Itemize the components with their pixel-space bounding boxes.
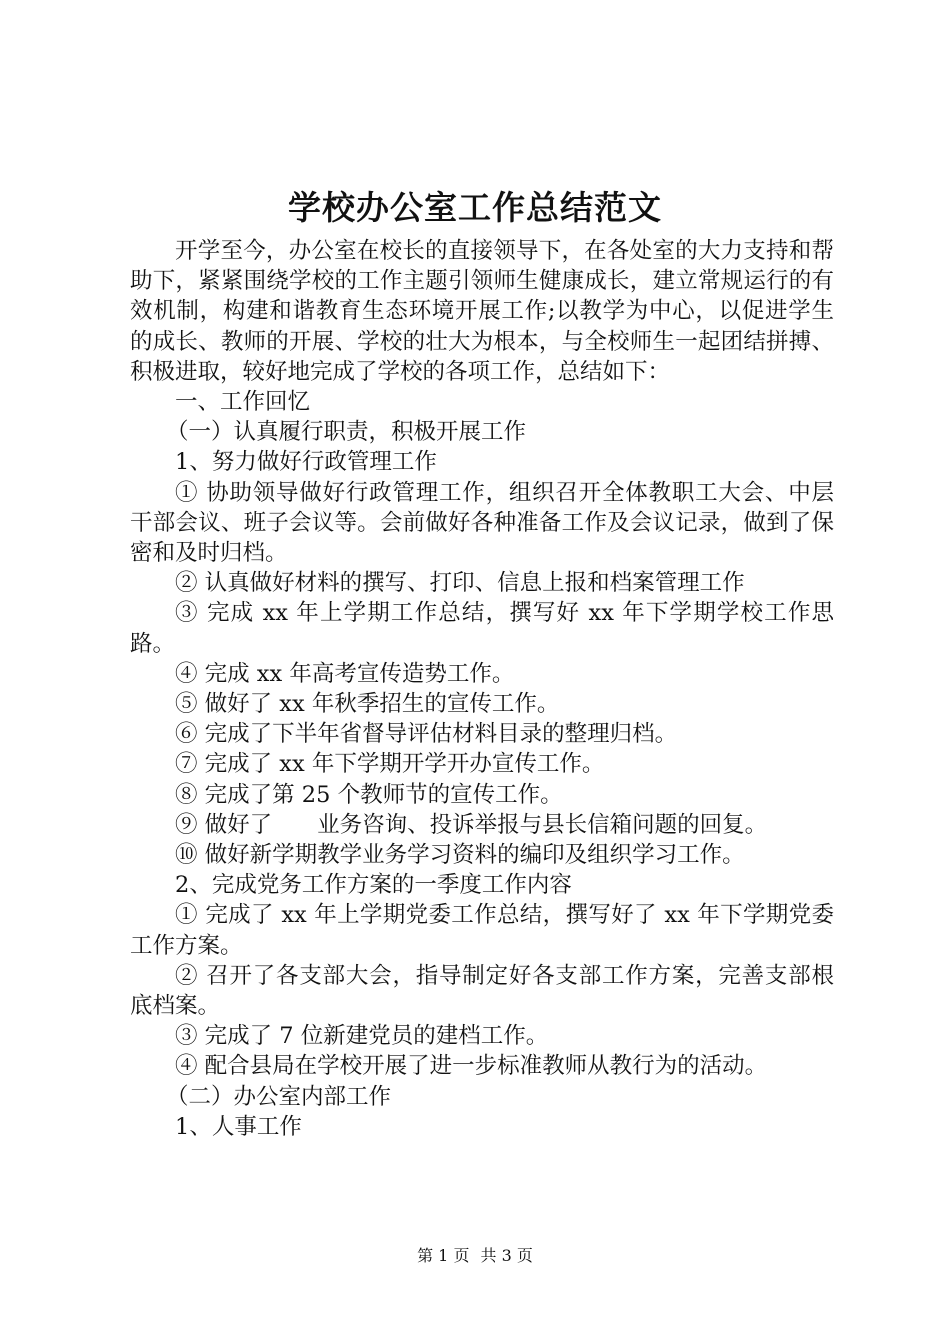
- list-item: ② 认真做好材料的撰写、打印、信息上报和档案管理工作: [175, 570, 745, 597]
- page-footer: [0, 1246, 950, 1266]
- list-item: ① 协助领导做好行政管理工作，组织召开全体教职工大会、中层干部会议、班子会议等。会前做好各种准备工作及会议记录，做到了保密和及时归档。: [130, 479, 834, 567]
- item-heading-2: 2、完成党务工作方案的一季度工作内容: [175, 872, 572, 899]
- list-item: ① 完成了 xx 年上学期党委工作总结，撰写好了 xx 年下学期党委工作方案。: [130, 902, 834, 959]
- list-item: ⑤ 做好了 xx 年秋季招生的宣传工作。: [175, 691, 560, 718]
- section-heading-1: 一、工作回忆: [175, 389, 311, 416]
- intro-paragraph: 开学至今，办公室在校长的直接领导下，在各处室的大力支持和帮助下，紧紧围绕学校的工作主题引领师生健康成长，建立常规运行的有效机制，构建和谐教育生态环境开展工作;以教学为中心，以促进学生的成长、教师的开展、学校的壮大为根本，与全校师生一起团结拼搏、积极进取，较好地完成了学校的各项工作，总结如下：: [130, 238, 834, 385]
- list-item: ④ 完成 xx 年高考宣传造势工作。: [175, 660, 515, 687]
- subsection-heading-2: （二）办公室内部工作: [166, 1083, 392, 1110]
- item-heading-1: 1、努力做好行政管理工作: [175, 449, 437, 476]
- list-item: ⑥ 完成了下半年省督导评估材料目录的整理归档。: [175, 721, 678, 748]
- list-item: ⑨ 做好了 业务咨询、投诉举报与县长信箱问题的回复。: [175, 811, 768, 838]
- document-body: [130, 236, 834, 1142]
- page-number: 第 1 页: [417, 1246, 470, 1265]
- list-item: ⑩ 做好新学期教学业务学习资料的编印及组织学习工作。: [175, 842, 745, 869]
- list-item: ③ 完成了 7 位新建党员的建档工作。: [175, 1023, 549, 1050]
- list-item: ⑧ 完成了第 25 个教师节的宣传工作。: [175, 781, 563, 808]
- list-item: ⑦ 完成了 xx 年下学期开学开办宣传工作。: [175, 751, 605, 778]
- subsection-heading-1: （一）认真履行职责，积极开展工作: [166, 419, 527, 446]
- document-title: 学校办公室工作总结范文: [288, 188, 662, 227]
- page-total: 共 3 页: [480, 1246, 533, 1265]
- list-item: ④ 配合县局在学校开展了进一步标准教师从教行为的活动。: [175, 1053, 768, 1080]
- list-item: ② 召开了各支部大会，指导制定好各支部工作方案，完善支部根底档案。: [130, 962, 834, 1020]
- item-heading-3: 1、人事工作: [175, 1113, 302, 1140]
- list-item: ③ 完成 xx 年上学期工作总结，撰写好 xx 年下学期学校工作思路。: [130, 600, 834, 657]
